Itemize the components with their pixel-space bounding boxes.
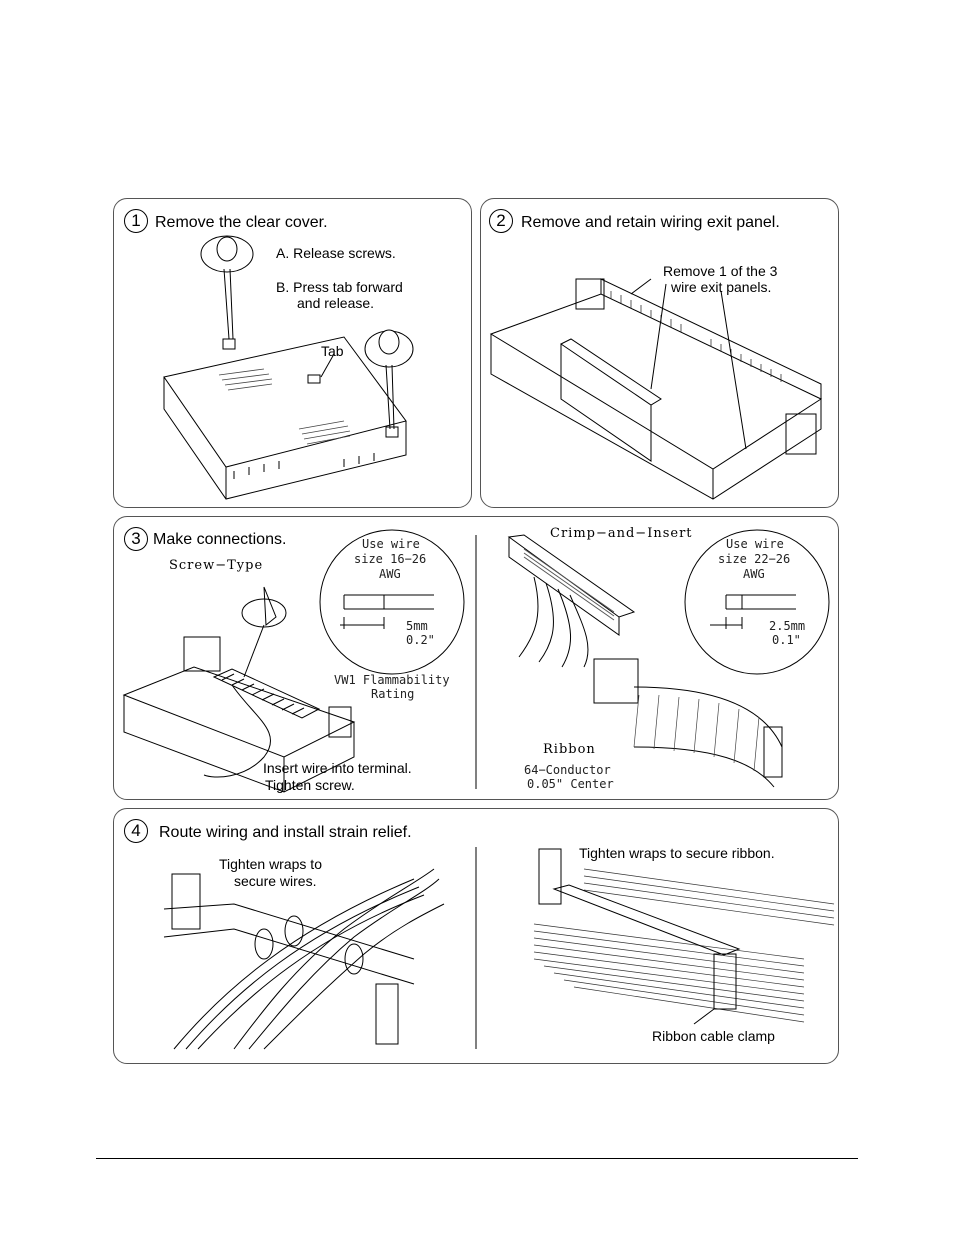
screw-wire-size-line2: size 16−26 — [354, 552, 427, 566]
screw-type-heading: Screw−Type — [169, 558, 264, 573]
tighten-wraps-ribbon-label: Tighten wraps to secure ribbon. — [579, 845, 775, 861]
screw-strip-mm: 5mm — [406, 619, 428, 633]
ribbon-spec-line1: 64−Conductor — [524, 763, 611, 777]
tighten-wraps-wires-line2: secure wires. — [234, 873, 317, 889]
step-2-number: 2 — [489, 209, 513, 233]
footer-rule — [96, 1158, 858, 1159]
press-tab-label-line1: B. Press tab forward — [276, 279, 403, 295]
flammability-rating-line1: VW1 Flammability — [334, 673, 450, 687]
step-4-panel — [113, 808, 839, 1064]
ribbon-spec-line2: 0.05" Center — [527, 777, 614, 791]
step-3-title: Make connections. — [153, 531, 287, 548]
tab-label: Tab — [321, 343, 344, 359]
step-3-panel — [113, 516, 839, 800]
crimp-strip-in: 0.1" — [772, 633, 801, 647]
crimp-wire-size-line3: AWG — [743, 567, 765, 581]
step-1-title: Remove the clear cover. — [155, 214, 328, 231]
step-3-number: 3 — [124, 527, 148, 551]
step-2-panel — [480, 198, 839, 508]
crimp-wire-size-line1: Use wire — [726, 537, 784, 551]
screw-strip-in: 0.2" — [406, 633, 435, 647]
crimp-insert-heading: Crimp−and−Insert — [550, 526, 693, 541]
release-screws-label: A. Release screws. — [276, 245, 396, 261]
crimp-strip-mm: 2.5mm — [769, 619, 806, 633]
step-2-title: Remove and retain wiring exit panel. — [521, 214, 780, 231]
step-1-number: 1 — [124, 209, 148, 233]
press-tab-label-line2: and release. — [297, 295, 375, 311]
tighten-wraps-wires-line1: Tighten wraps to — [219, 856, 322, 872]
insert-wire-instruction-line2: Tighten screw. — [265, 777, 355, 793]
step-1-panel — [113, 198, 472, 508]
step-2-illustration — [481, 199, 840, 509]
ribbon-heading: Ribbon — [543, 742, 596, 757]
flammability-rating-line2: Rating — [371, 687, 415, 701]
step-4-title: Route wiring and install strain relief. — [159, 824, 412, 841]
ribbon-cable-clamp-label: Ribbon cable clamp — [652, 1028, 775, 1044]
exit-panel-note-line2: wire exit panels. — [671, 279, 772, 295]
screw-wire-size-line3: AWG — [379, 567, 401, 581]
screw-wire-size-line1: Use wire — [362, 537, 420, 551]
crimp-wire-size-line2: size 22−26 — [718, 552, 791, 566]
insert-wire-instruction-line1: Insert wire into terminal. — [263, 760, 412, 776]
exit-panel-note-line1: Remove 1 of the 3 — [663, 263, 778, 279]
step-4-number: 4 — [124, 819, 148, 843]
